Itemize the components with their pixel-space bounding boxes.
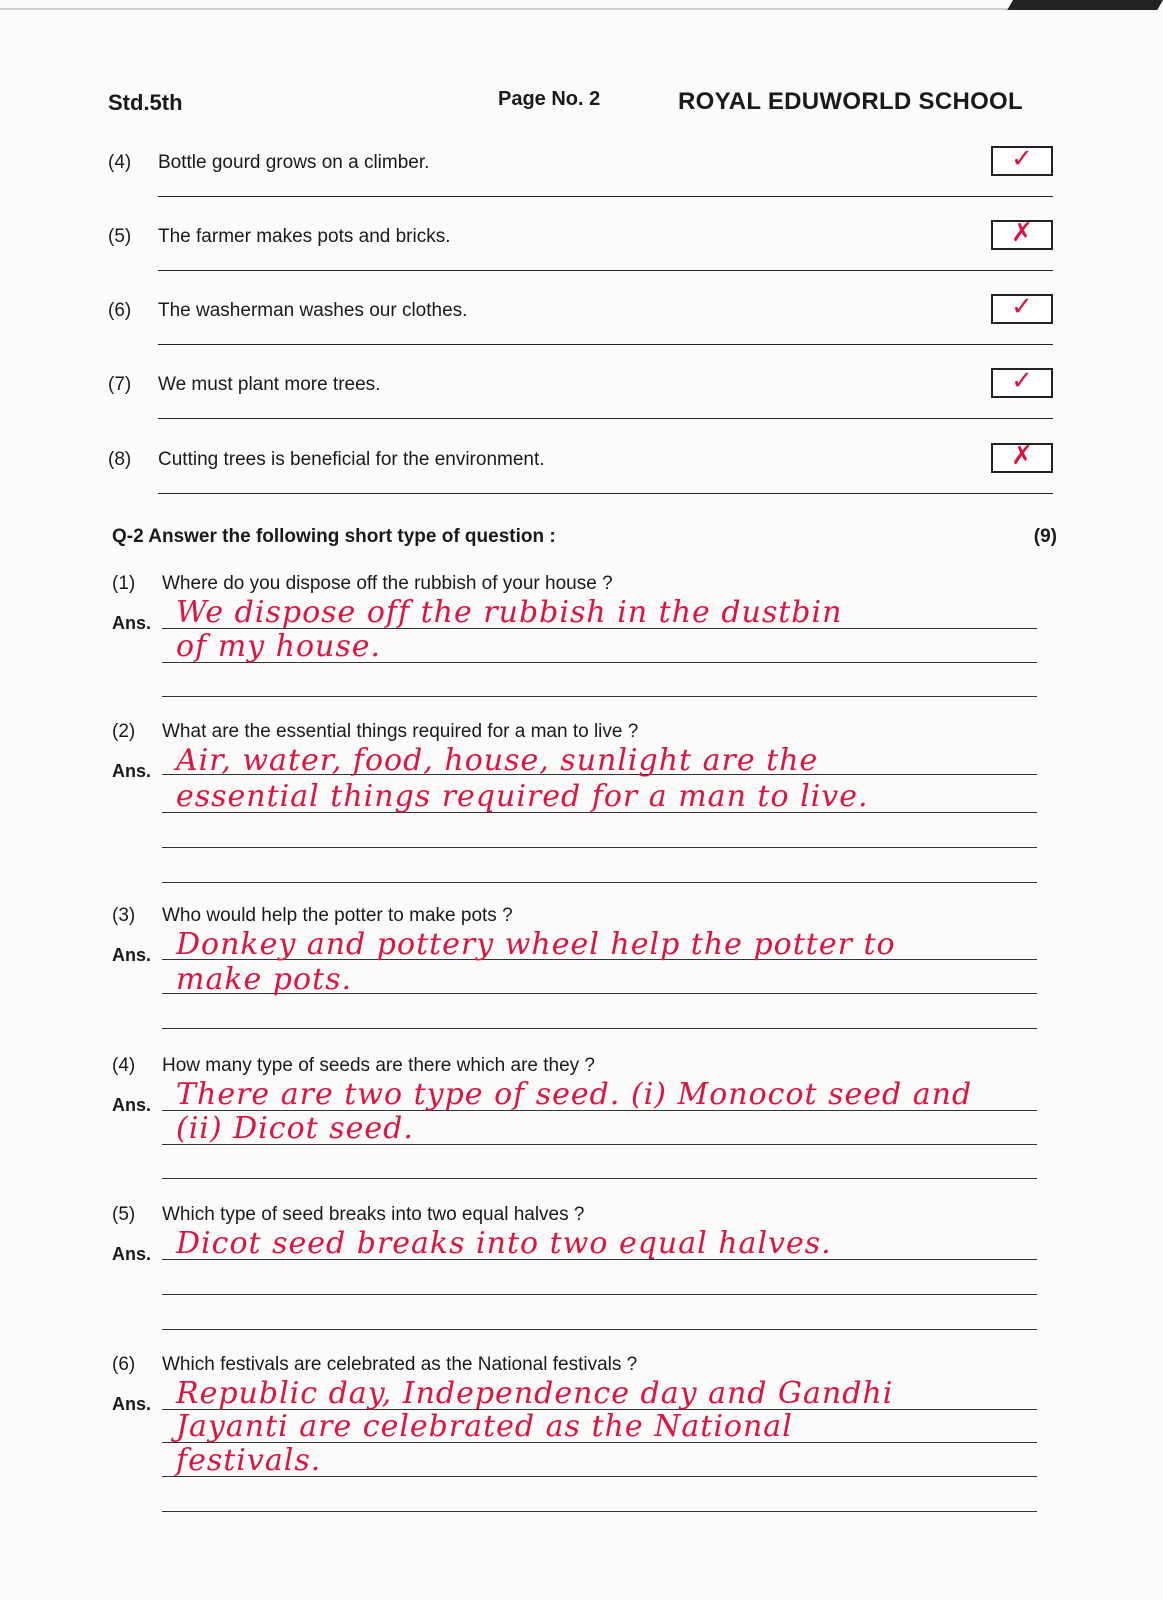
tf-number: (6) <box>108 300 132 321</box>
answer-line <box>158 270 1053 271</box>
answer-line <box>158 493 1053 494</box>
handwritten-answer: festivals. <box>176 1443 322 1478</box>
mark-box <box>991 220 1053 250</box>
answer-line <box>162 882 1037 883</box>
question-number: (3) <box>112 905 136 926</box>
tf-statement: The washerman washes our clothes. <box>158 300 468 321</box>
handwritten-answer: There are two type of seed. (i) Monocot seed and <box>176 1077 973 1112</box>
answer-line <box>162 696 1037 697</box>
answer-label: Ans. <box>112 613 152 633</box>
handwritten-answer: Donkey and pottery wheel help the potter to <box>176 927 896 962</box>
section-heading <box>112 526 1057 548</box>
handwritten-answer: essential things required for a man to live. <box>176 779 869 814</box>
question-text: Where do you dispose off the rubbish of your house ? <box>162 573 613 594</box>
answer-label: Ans. <box>112 1095 152 1115</box>
tf-item <box>108 441 1053 509</box>
answer-label: Ans. <box>112 1244 152 1264</box>
cross-mark-icon: ✗ <box>1011 218 1033 248</box>
handwritten-answer: We dispose off the rubbish in the dustbin <box>176 595 843 630</box>
tf-number: (4) <box>108 152 132 173</box>
section-marks: (9) <box>1033 526 1057 547</box>
class-label: Std.5th <box>108 90 183 115</box>
answer-line <box>162 847 1037 848</box>
tf-statement: Cutting trees is beneficial for the environment. <box>158 449 545 470</box>
handwritten-answer: Jayanti are celebrated as the National <box>176 1409 793 1444</box>
question-number: (2) <box>112 721 136 742</box>
question-text: Who would help the potter to make pots ? <box>162 905 513 926</box>
cross-mark-icon: ✗ <box>1011 441 1033 471</box>
page-number: Page No. 2 <box>498 88 601 110</box>
tick-mark-icon: ✓ <box>1011 366 1033 396</box>
answer-line <box>162 1028 1037 1029</box>
question-number: (6) <box>112 1354 136 1375</box>
section-title: Q-2 Answer the following short type of question : <box>112 526 556 547</box>
tf-item <box>108 366 1053 434</box>
question-text: How many type of seeds are there which are they ? <box>162 1055 596 1076</box>
question-text: Which type of seed breaks into two equal halves ? <box>162 1204 585 1225</box>
answer-line <box>158 344 1053 345</box>
answer-label: Ans. <box>112 1394 152 1414</box>
scan-edge <box>0 8 1060 10</box>
tick-mark-icon: ✓ <box>1011 292 1033 322</box>
question-text: What are the essential things required for a man to live ? <box>162 721 639 742</box>
tf-number: (7) <box>108 374 132 395</box>
handwritten-answer: (ii) Dicot seed. <box>176 1111 414 1146</box>
answer-line <box>158 196 1053 197</box>
tf-number: (8) <box>108 449 132 470</box>
tf-statement: The farmer makes pots and bricks. <box>158 226 451 247</box>
answer-line <box>162 1294 1037 1295</box>
tf-item <box>108 218 1053 286</box>
tick-mark-icon: ✓ <box>1011 144 1033 174</box>
mark-box <box>991 294 1053 324</box>
tf-item <box>108 144 1053 212</box>
question-number: (4) <box>112 1055 136 1076</box>
mark-box <box>991 443 1053 473</box>
handwritten-answer: Dicot seed breaks into two equal halves. <box>176 1226 832 1261</box>
mark-box <box>991 146 1053 176</box>
handwritten-answer: Republic day, Independence day and Gandhi <box>176 1376 894 1411</box>
handwritten-answer: of my house. <box>176 629 382 664</box>
answer-line <box>158 418 1053 419</box>
question-number: (5) <box>112 1204 136 1225</box>
answer-label: Ans. <box>112 945 152 965</box>
answer-line <box>162 1511 1037 1512</box>
answer-label: Ans. <box>112 761 152 781</box>
tf-statement: We must plant more trees. <box>158 374 381 395</box>
handwritten-answer: make pots. <box>176 962 353 997</box>
question-number: (1) <box>112 573 136 594</box>
school-name: ROYAL EDUWORLD SCHOOL <box>678 88 1023 115</box>
handwritten-answer: Air, water, food, house, sunlight are the <box>176 743 819 778</box>
answer-line <box>162 1329 1037 1330</box>
tf-item <box>108 292 1053 360</box>
answer-line <box>162 1178 1037 1179</box>
mark-box <box>991 368 1053 398</box>
tf-statement: Bottle gourd grows on a climber. <box>158 152 430 173</box>
page-header <box>0 86 1163 116</box>
scan-corner-shadow <box>1007 0 1163 10</box>
tf-number: (5) <box>108 226 132 247</box>
question-text: Which festivals are celebrated as the National festivals ? <box>162 1354 638 1375</box>
